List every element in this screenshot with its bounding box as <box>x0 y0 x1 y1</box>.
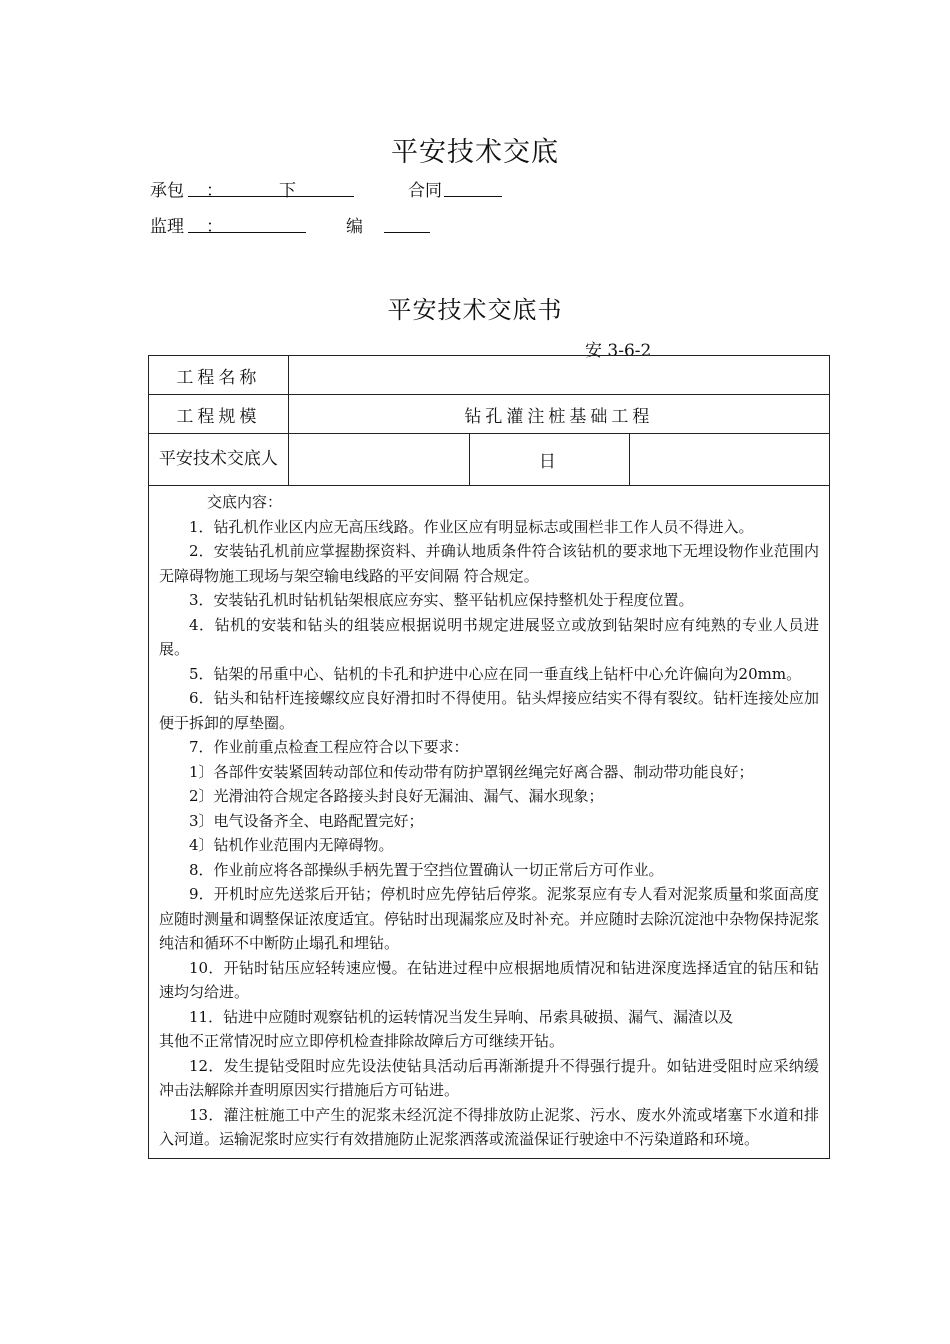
project-scale-label: 工程规模 <box>149 395 289 434</box>
table-row <box>149 434 830 486</box>
content-item: 3．安装钻孔机时钻机钻架根底应夯实、整平钻机应保持整机处于程度位置。 <box>189 591 694 609</box>
content-item: 3〕电气设备齐全、电路配置完好； <box>189 811 424 830</box>
content-item: 12．发生提钻受阻时应先设法使钻具活动后再渐渐提升不得强行提升。如钻进受阻时应采纳缓冲击法解除并查明原因实行措施后方可钻进。 <box>159 1056 819 1099</box>
contractor-colon: ： <box>206 181 223 201</box>
supervisor-colon: ： <box>206 217 223 237</box>
disclosure-content <box>149 486 830 1159</box>
contractor-label: 承包 <box>150 181 184 201</box>
content-item: 其他不正常情况时应立即停机检查排除故障后方可继续开钻。 <box>159 1032 565 1050</box>
contractor-blank[interactable] <box>188 176 354 202</box>
form-title: 平安技术交底书 <box>387 296 563 324</box>
content-item: 1〕各部件安装紧固转动部位和传动带有防护罩钢丝绳完好离合器、制动带功能良好； <box>189 762 754 781</box>
supervisor-blank[interactable] <box>188 212 306 238</box>
content-item: 8．作业前应将各部操纵手柄先置于空挡位置确认一切正常后方可作业。 <box>189 860 664 879</box>
disclosure-table <box>148 355 830 1159</box>
table-row <box>149 395 830 434</box>
content-item: 7．作业前重点检查工程应符合以下要求： <box>189 738 469 756</box>
content-item: 9．开机时应先送浆后开钻；停机时应先停钻后停浆。泥浆泵应有专人看对泥浆质量和浆面高度应随时测量和调整保证浓度适宜。停钻时出现漏浆应及时补充。并应随时去除沉淀池中杂物保持泥浆纯洁和循环不中断防止塌孔和埋钻。 <box>159 885 820 952</box>
content-item: 2〕光滑油符合规定各路接头封良好无漏油、漏气、漏水现象； <box>189 787 604 805</box>
content-heading: 交底内容： <box>207 493 283 511</box>
table-row <box>149 486 830 1159</box>
project-scale-value[interactable]: 钻孔灌注桩基础工程 <box>288 395 829 434</box>
content-item: 2．安装钻孔机前应掌握勘探资料、并确认地质条件符合该钻机的要求地下无埋设物作业范围内无障碍物施工现场与架空输电线路的平安间隔 符合规定。 <box>159 542 819 585</box>
content-item: 5．钻架的吊重中心、钻机的卡孔和护进中心应在同一垂直线上钻杆中心允许偏向为20mm。 <box>189 664 802 683</box>
project-name-label: 工程名称 <box>149 356 289 395</box>
supervisor-label: 监理 <box>150 217 184 237</box>
discloser-value[interactable] <box>288 434 469 486</box>
contractor-value: 下 <box>279 181 296 201</box>
discloser-label: 平安技术交底人 <box>149 434 289 486</box>
table-row <box>149 356 830 395</box>
content-item: 11．钻进中应随时观察钻机的运转情况当发生异响、吊索具破损、漏气、漏渣以及 <box>189 1007 734 1026</box>
number-label: 编 <box>346 217 363 237</box>
contract-label: 合同 <box>408 181 442 201</box>
content-item: 6．钻头和钻杆连接螺纹应良好滑扣时不得使用。钻头焊接应结实不得有裂纹。钻杆连接处应加便于拆卸的厚垫圈。 <box>159 689 819 732</box>
content-item: 13．灌注桩施工中产生的泥浆未经沉淀不得排放防止泥浆、污水、废水外流或堵塞下水道和排入河道。运输泥浆时应实行有效措施防止泥浆洒落或流溢保证行驶途中不污染道路和环境。 <box>159 1105 819 1148</box>
date-label: 日 <box>469 434 630 486</box>
content-item: 10．开钻时钻压应轻转速应慢。在钻进过程中应根据地质情况和钻进深度选择适宜的钻压和钻速均匀给进。 <box>159 958 819 1001</box>
document-title: 平安技术交底 <box>391 137 559 168</box>
date-value[interactable] <box>630 434 830 486</box>
project-name-value[interactable] <box>288 356 829 395</box>
form-code: 安 3-6-2 <box>585 341 652 361</box>
content-item: 1．钻孔机作业区内应无高压线路。作业区应有明显标志或围栏非工作人员不得进入。 <box>189 517 754 536</box>
content-item: 4．钻机的安装和钻头的组装应根据说明书规定进展竖立或放到钻架时应有纯熟的专业人员进展。 <box>159 615 819 658</box>
content-item: 4〕钻机作业范围内无障碍物。 <box>189 836 394 854</box>
